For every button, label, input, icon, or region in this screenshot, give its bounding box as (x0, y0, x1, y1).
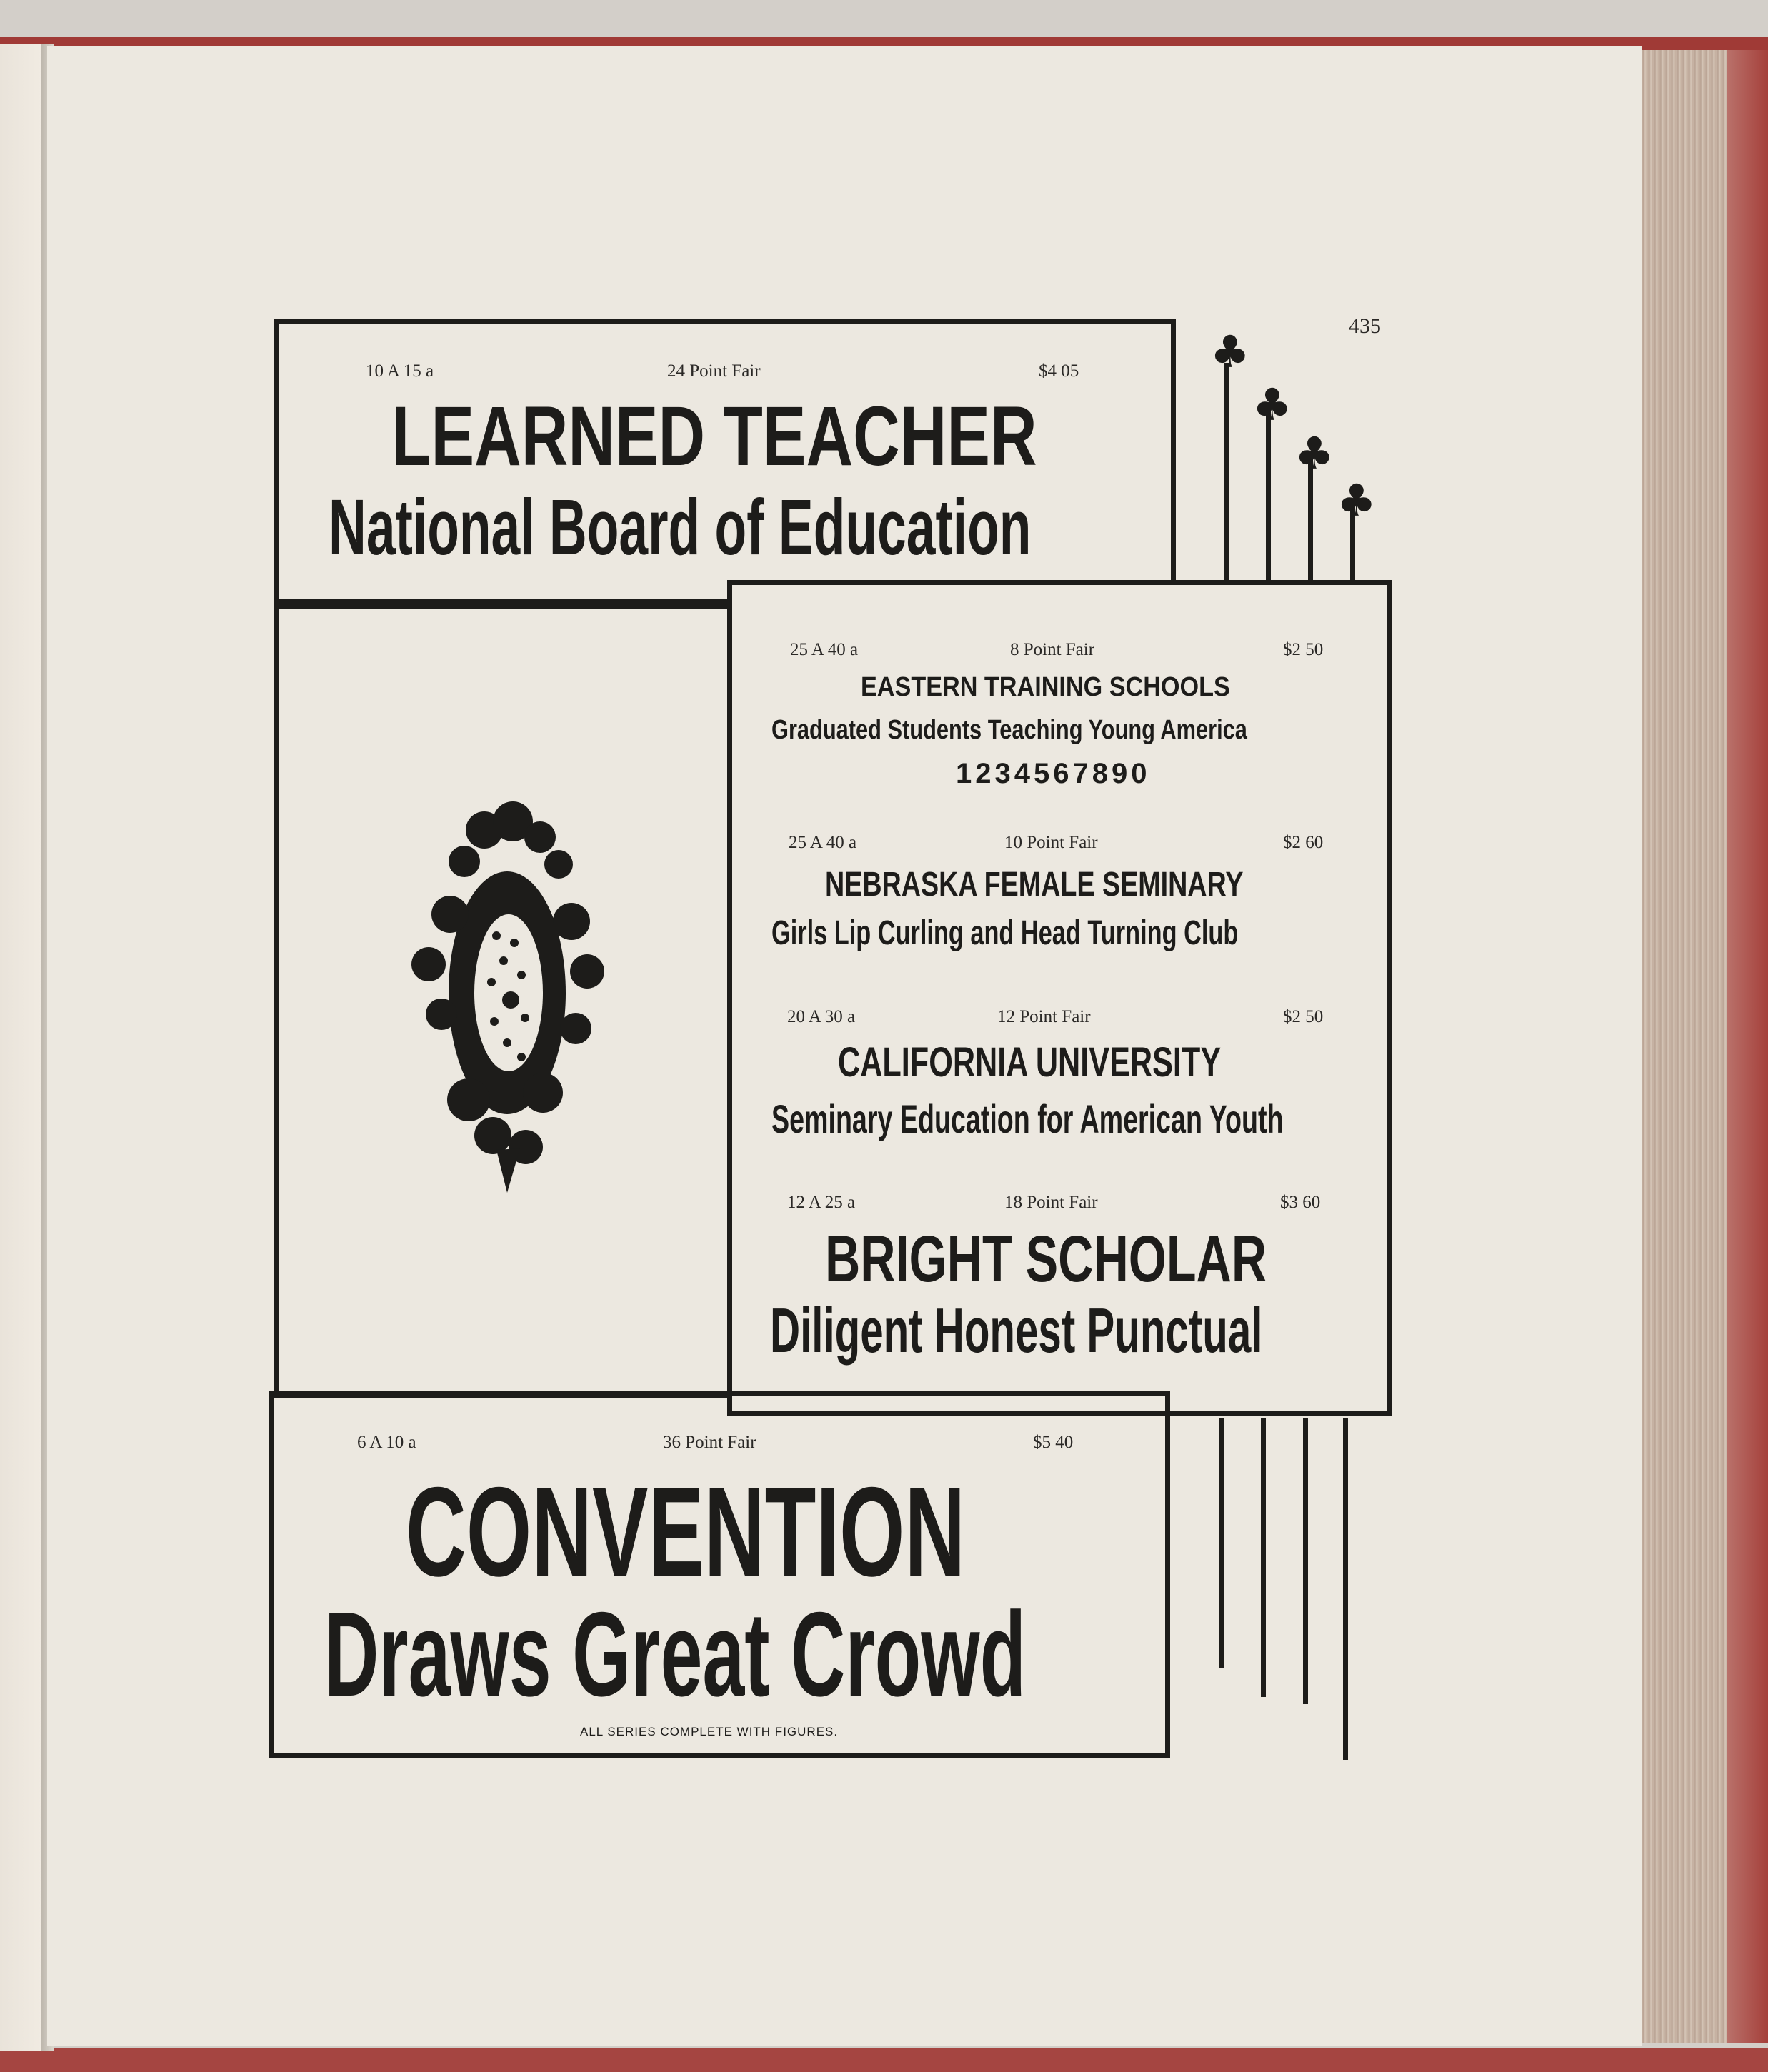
club-stem-2 (1266, 409, 1271, 580)
specimen-8pt-figures: 1234567890 (956, 758, 1151, 789)
specimen-10pt-size: 10 Point Fair (1004, 833, 1098, 852)
rule-3 (1303, 1418, 1308, 1704)
specimen-10pt-price: $2 60 (1283, 833, 1324, 852)
specimen-36pt-count: 6 A 10 a (357, 1433, 416, 1452)
book-cover-right (1727, 50, 1768, 2043)
floral-ornament-icon (400, 800, 614, 1193)
specimen-8pt-line2: Graduated Students Teaching Young America (771, 715, 1247, 745)
specimen-36pt-price: $5 40 (1033, 1433, 1074, 1452)
page-edges (1642, 50, 1727, 2043)
specimen-10pt-line1: NEBRASKA FEMALE SEMINARY (825, 866, 1244, 904)
rule-2 (1261, 1418, 1266, 1697)
rule-1 (1219, 1418, 1224, 1668)
specimen-18pt-line2: Diligent Honest Punctual (770, 1295, 1263, 1366)
specimen-12pt-size: 12 Point Fair (997, 1007, 1091, 1026)
specimen-8pt-price: $2 50 (1283, 640, 1324, 659)
left-page-edge (0, 44, 47, 2051)
specimen-24pt-line1: LEARNED TEACHER (391, 389, 1037, 484)
specimen-12pt-price: $2 50 (1283, 1007, 1324, 1026)
book-cover-bottom (0, 2048, 1768, 2072)
specimen-12pt-count: 20 A 30 a (787, 1007, 856, 1026)
page-number: 435 (1349, 314, 1381, 338)
specimen-24pt-line2: National Board of Education (329, 484, 1032, 571)
specimen-8pt-size: 8 Point Fair (1010, 640, 1095, 659)
specimen-18pt-line1: BRIGHT SCHOLAR (825, 1223, 1267, 1296)
specimen-36pt-size: 36 Point Fair (663, 1433, 756, 1452)
club-suit-icon: ♣ (1337, 474, 1377, 526)
specimen-8pt-count: 25 A 40 a (790, 640, 859, 659)
specimen-24pt-price: $4 05 (1039, 361, 1079, 381)
club-suit-icon: ♣ (1210, 326, 1250, 378)
specimen-12pt-line1: CALIFORNIA UNIVERSITY (838, 1039, 1222, 1086)
rule-4 (1343, 1418, 1348, 1760)
specimen-18pt-count: 12 A 25 a (787, 1193, 856, 1212)
footnote: ALL SERIES COMPLETE WITH FIGURES. (580, 1725, 839, 1738)
club-suit-icon: ♣ (1252, 379, 1292, 431)
specimen-36pt-line1: CONVENTION (406, 1461, 966, 1603)
specimen-8pt-line1: EASTERN TRAINING SCHOOLS (861, 672, 1230, 702)
club-stem-1 (1224, 363, 1229, 580)
specimen-18pt-size: 18 Point Fair (1004, 1193, 1098, 1212)
specimen-24pt-size: 24 Point Fair (667, 361, 761, 381)
specimen-18pt-price: $3 60 (1280, 1193, 1321, 1212)
club-suit-icon: ♣ (1294, 427, 1334, 479)
specimen-10pt-count: 25 A 40 a (789, 833, 857, 852)
specimen-12pt-line2: Seminary Education for American Youth (771, 1096, 1284, 1141)
specimen-24pt-count: 10 A 15 a (366, 361, 434, 381)
specimen-10pt-line2: Girls Lip Curling and Head Turning Club (771, 914, 1239, 952)
specimen-36pt-line2: Draws Great Crowd (324, 1587, 1027, 1721)
